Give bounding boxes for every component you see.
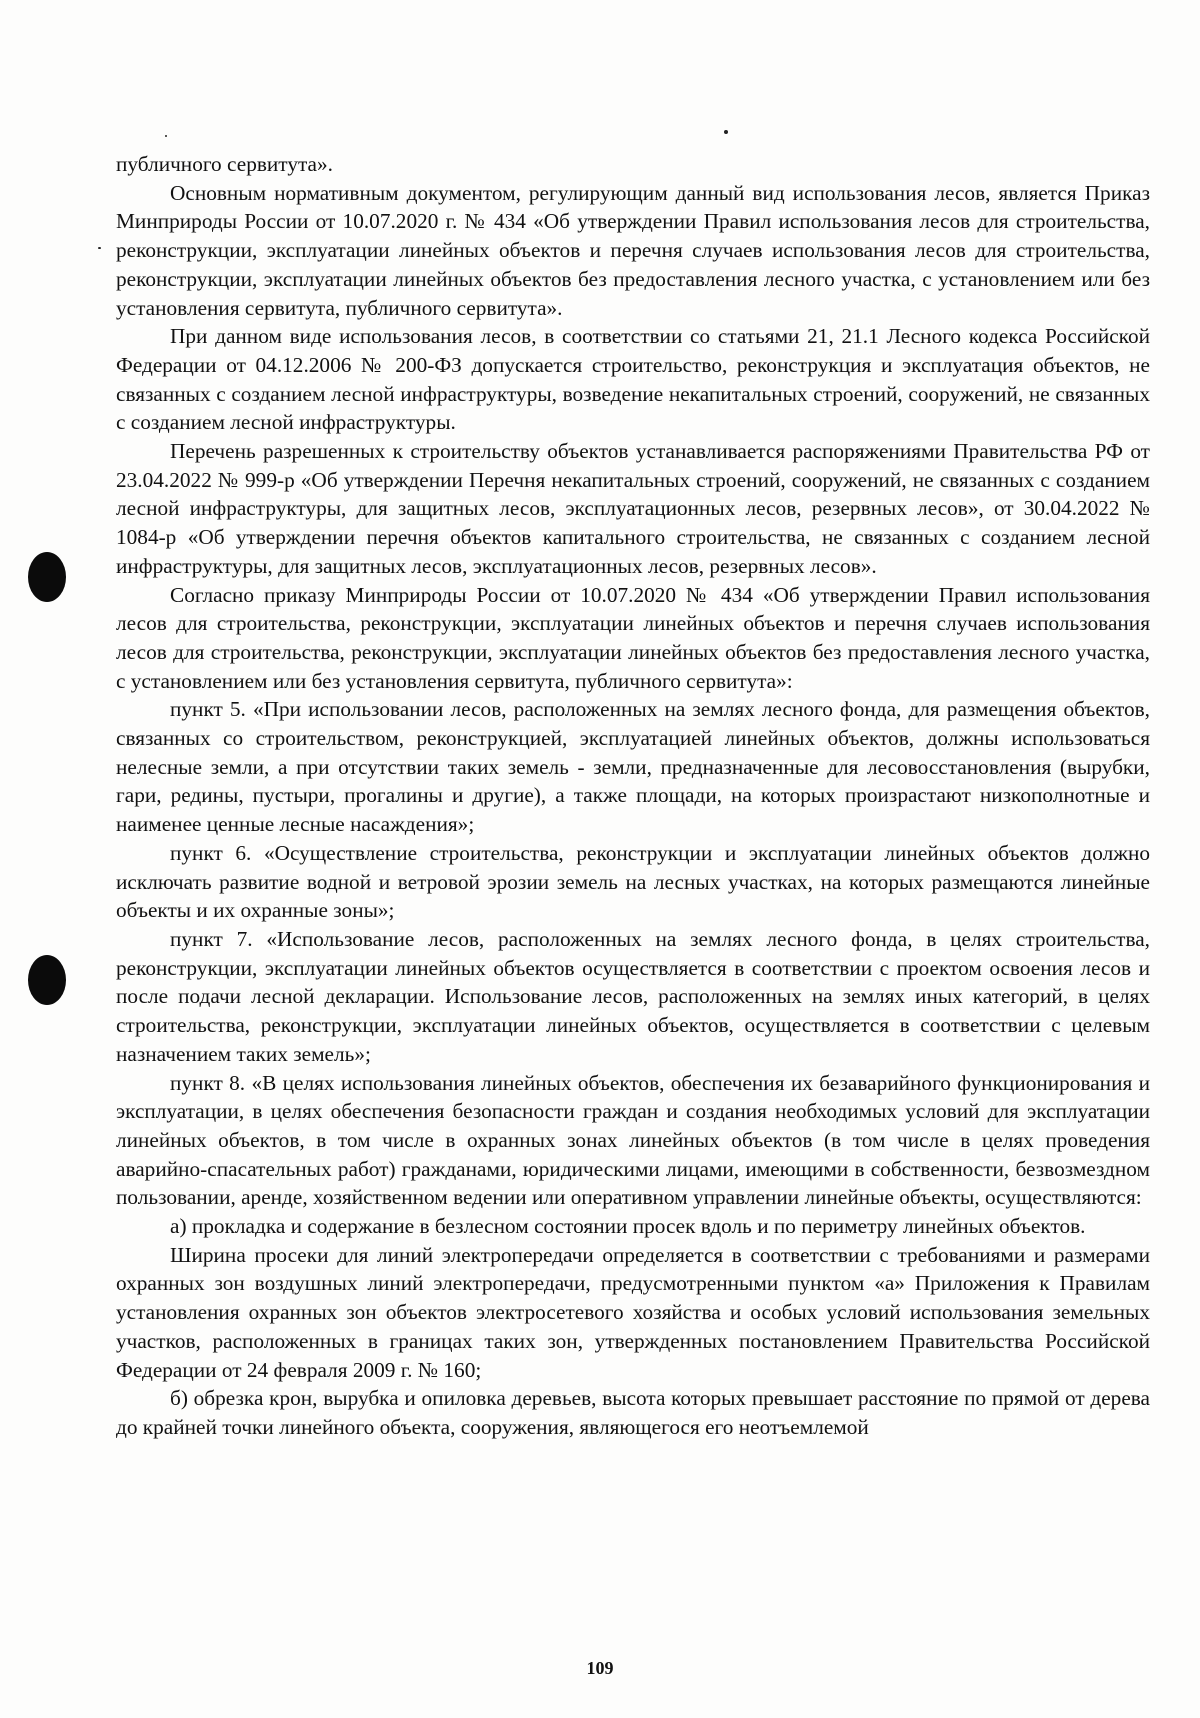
paragraph-continuation: публичного сервитута».: [116, 152, 333, 176]
paragraph-subclause-b: б) обрезка крон, вырубка и опиловка деревьев, высота которых превышает расстояние по прямой от дерева до крайней точки линейного объекта, сооружения, являющегося его неотъемлемой: [116, 1386, 1150, 1439]
paragraph-clause-5: пункт 5. «При использовании лесов, расположенных на землях лесного фонда, для размещения объектов, связанных со строительством, реконструкцией, эксплуатацией линейных объектов, должны использоваться нелесные земли, а при отсутствии таких земель - земли, предназначенные для лесовосстановления (вырубки, гари, редины, пустыри, прогалины и другие), а также площади, на которых произрастают низкополнотные и наименее ценные лесные насаждения»;: [116, 697, 1150, 837]
paragraph-clause-6: пункт 6. «Осуществление строительства, реконструкции и эксплуатации линейных объектов должно исключать развитие водной и ветровой эрозии земель на лесных участках, на которых размещаются линейные объекты и их охранные зоны»;: [116, 840, 1150, 923]
paragraph: Ширина просеки для линий электропередачи определяется в соответствии с требованиями и размерами охранных зон воздушных линий электропередачи, предусмотренными пунктом «а» Приложения к Правилам установления охранных зон объектов электросетевого хозяйства и особых условий использования земельных участков, расположенных в границах таких зон, утвержденных постановлением Правительства Российской Федерации от 24 февраля 2009 г. № 160;: [116, 1242, 1150, 1382]
paragraph: Согласно приказу Минприроды России от 10.07.2020 № 434 «Об утверждении Правил использования лесов для строительства, реконструкции, эксплуатации линейных объектов и перечня случаев использования лесов для строительства, реконструкции, эксплуатации линейных объектов без предоставления лесного участка, с установлением или без установления сервитута, публичного сервитута»:: [116, 582, 1150, 693]
punch-hole-top: [28, 552, 66, 602]
paragraph: Основным нормативным документом, регулирующим данный вид использования лесов, является Приказ Минприроды России от 10.07.2020 г. № 434 «Об утверждении Правил использования лесов для строительства, реконструкции, эксплуатации линейных объектов и перечня случаев использования лесов для строительства, реконструкции, эксплуатации линейных объектов без предоставления лесного участка, с установлением или без установления сервитута, публичного сервитута».: [116, 180, 1150, 320]
paragraph-clause-8: пункт 8. «В целях использования линейных объектов, обеспечения их безаварийного функционирования и эксплуатации, в целях обеспечения безопасности граждан и создания необходимых условий для эксплуатации линейных объектов, в том числе в охранных зонах линейных объектов (в том числе в целях проведения аварийно-спасательных работ) гражданами, юридическими лицами, имеющими в собственности, безвозмездном пользовании, аренде, хозяйственном ведении или оперативном управлении линейные объекты, осуществляются:: [116, 1070, 1150, 1210]
paragraph: При данном виде использования лесов, в соответствии со статьями 21, 21.1 Лесного кодекса Российской Федерации от 04.12.2006 № 200-ФЗ допускается строительство, реконструкция и эксплуатация объектов, не связанных с созданием лесной инфраструктуры, возведение некапитальных строений, сооружений, не связанных с созданием лесной инфраструктуры.: [116, 324, 1150, 435]
scan-speck: [98, 247, 101, 249]
paragraph: Перечень разрешенных к строительству объектов устанавливается распоряжениями Правительства РФ от 23.04.2022 № 999-р «Об утверждении Перечня некапитальных строений, сооружений, не связанных с созданием лесной инфраструктуры, для защитных лесов, эксплуатационных лесов, резервных лесов», от 30.04.2022 № 1084-р «Об утверждении перечня объектов капитального строительства, не связанных с созданием лесной инфраструктуры, для защитных лесов, эксплуатационных лесов, резервных лесов».: [116, 439, 1150, 578]
punch-hole-bottom: [28, 955, 66, 1005]
paragraph-subclause-a: а) прокладка и содержание в безлесном состоянии просек вдоль и по периметру линейных объектов.: [170, 1214, 1086, 1239]
page-number: 109: [586, 1658, 614, 1678]
scan-speck: [724, 130, 728, 134]
scan-speck: [165, 135, 167, 137]
paragraph-clause-7: пункт 7. «Использование лесов, расположенных на землях лесного фонда, в целях строительства, реконструкции, эксплуатации линейных объектов осуществляется в соответствии с проектом освоения лесов и после подачи лесной декларации. Использование лесов, расположенных на землях иных категорий, в целях строительства, реконструкции, эксплуатации линейных объектов, осуществляется в соответствии с целевым назначением таких земель»;: [116, 926, 1150, 1066]
document-body: [116, 150, 1150, 1442]
